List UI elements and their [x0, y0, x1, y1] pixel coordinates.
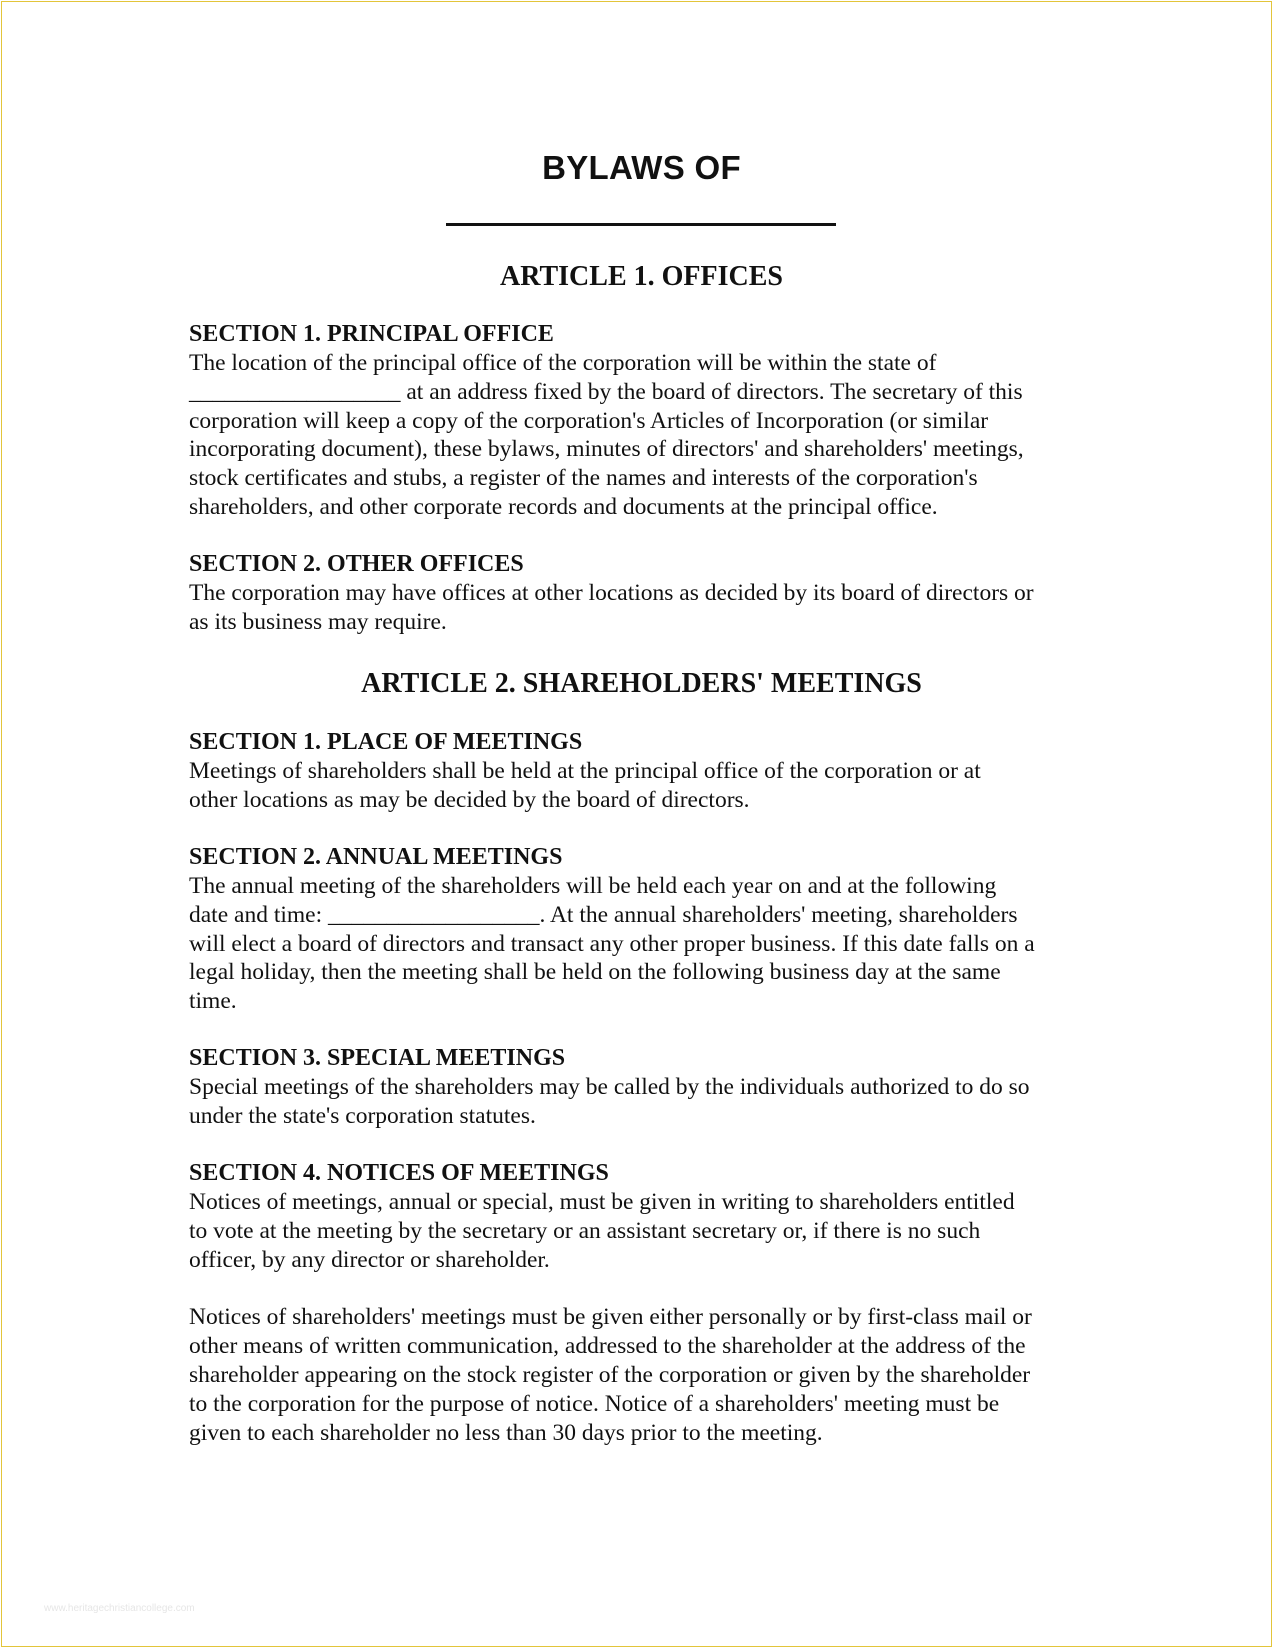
section-paragraph: Special meetings of the shareholders may be called by the individuals authorized to do so under the state's corporation statutes.	[189, 1074, 1030, 1129]
section-paragraph: The location of the principal office of the corporation will be within the state of __________________ at an address fixed by the board of directors. The secretary of this corporation will keep a copy of the corporation's Articles of Incorporation (or similar incorporating document), these bylaws, minutes of directors' and shareholders' meetings, stock certificates and stubs, a register of the names and interests of the corporation's shareholders, and other corporate records and documents at the principal office.	[189, 350, 1024, 520]
section-title: SECTION 1. PRINCIPAL OFFICE	[189, 321, 554, 347]
article-2-section-3	[189, 1044, 1094, 1131]
section-title: SECTION 2. OTHER OFFICES	[189, 551, 524, 577]
article-1-section-1	[189, 320, 1094, 522]
section-paragraph: Notices of meetings, annual or special, must be given in writing to shareholders entitled to vote at the meeting by the secretary or an assistant secretary or, if there is no such officer, by any director or shareholder.	[189, 1189, 1015, 1273]
section-paragraph: The corporation may have offices at other locations as decided by its board of directors or as its business may require.	[189, 580, 1034, 635]
article-1-section-2	[189, 550, 1094, 637]
article-2-section-2	[189, 843, 1094, 1016]
article-2-title: ARTICLE 2. SHAREHOLDERS' MEETINGS	[361, 668, 922, 699]
article-1-title: ARTICLE 1. OFFICES	[500, 261, 783, 292]
section-title: SECTION 3. SPECIAL MEETINGS	[189, 1045, 566, 1071]
section-paragraph: Notices of shareholders' meetings must be given either personally or by first-class mail or other means of written communication, addressed to the shareholder at the address of the shareholder appearing on the stock register of the corporation or given by the shareholder to the corporation for the purpose of notice. Notice of a shareholders' meeting must be given to each shareholder no less than 30 days prior to the meeting.	[189, 1304, 1032, 1446]
section-title: SECTION 1. PLACE OF MEETINGS	[189, 729, 583, 755]
watermark-text: www.heritagechristiancollege.com	[44, 1603, 195, 1614]
section-paragraph: Meetings of shareholders shall be held at the principal office of the corporation or at other locations as may be decided by the board of directors.	[189, 758, 981, 813]
document-page	[1, 1, 1272, 1647]
company-name-blank-line	[446, 223, 836, 226]
section-title: SECTION 2. ANNUAL MEETINGS	[189, 844, 563, 870]
section-title: SECTION 4. NOTICES OF MEETINGS	[189, 1160, 609, 1186]
article-2-section-4	[189, 1159, 1094, 1447]
section-paragraph: The annual meeting of the shareholders will be held each year on and at the following date and time: __________________. At the annual shareholders' meeting, shareholders will elect a board of directors and transact any other proper business. If this date falls on a legal holiday, then the meeting shall be held on the following business day at the same time.	[189, 873, 1035, 1015]
article-2-section-1	[189, 728, 1094, 815]
document-title: BYLAWS OF	[542, 149, 741, 186]
